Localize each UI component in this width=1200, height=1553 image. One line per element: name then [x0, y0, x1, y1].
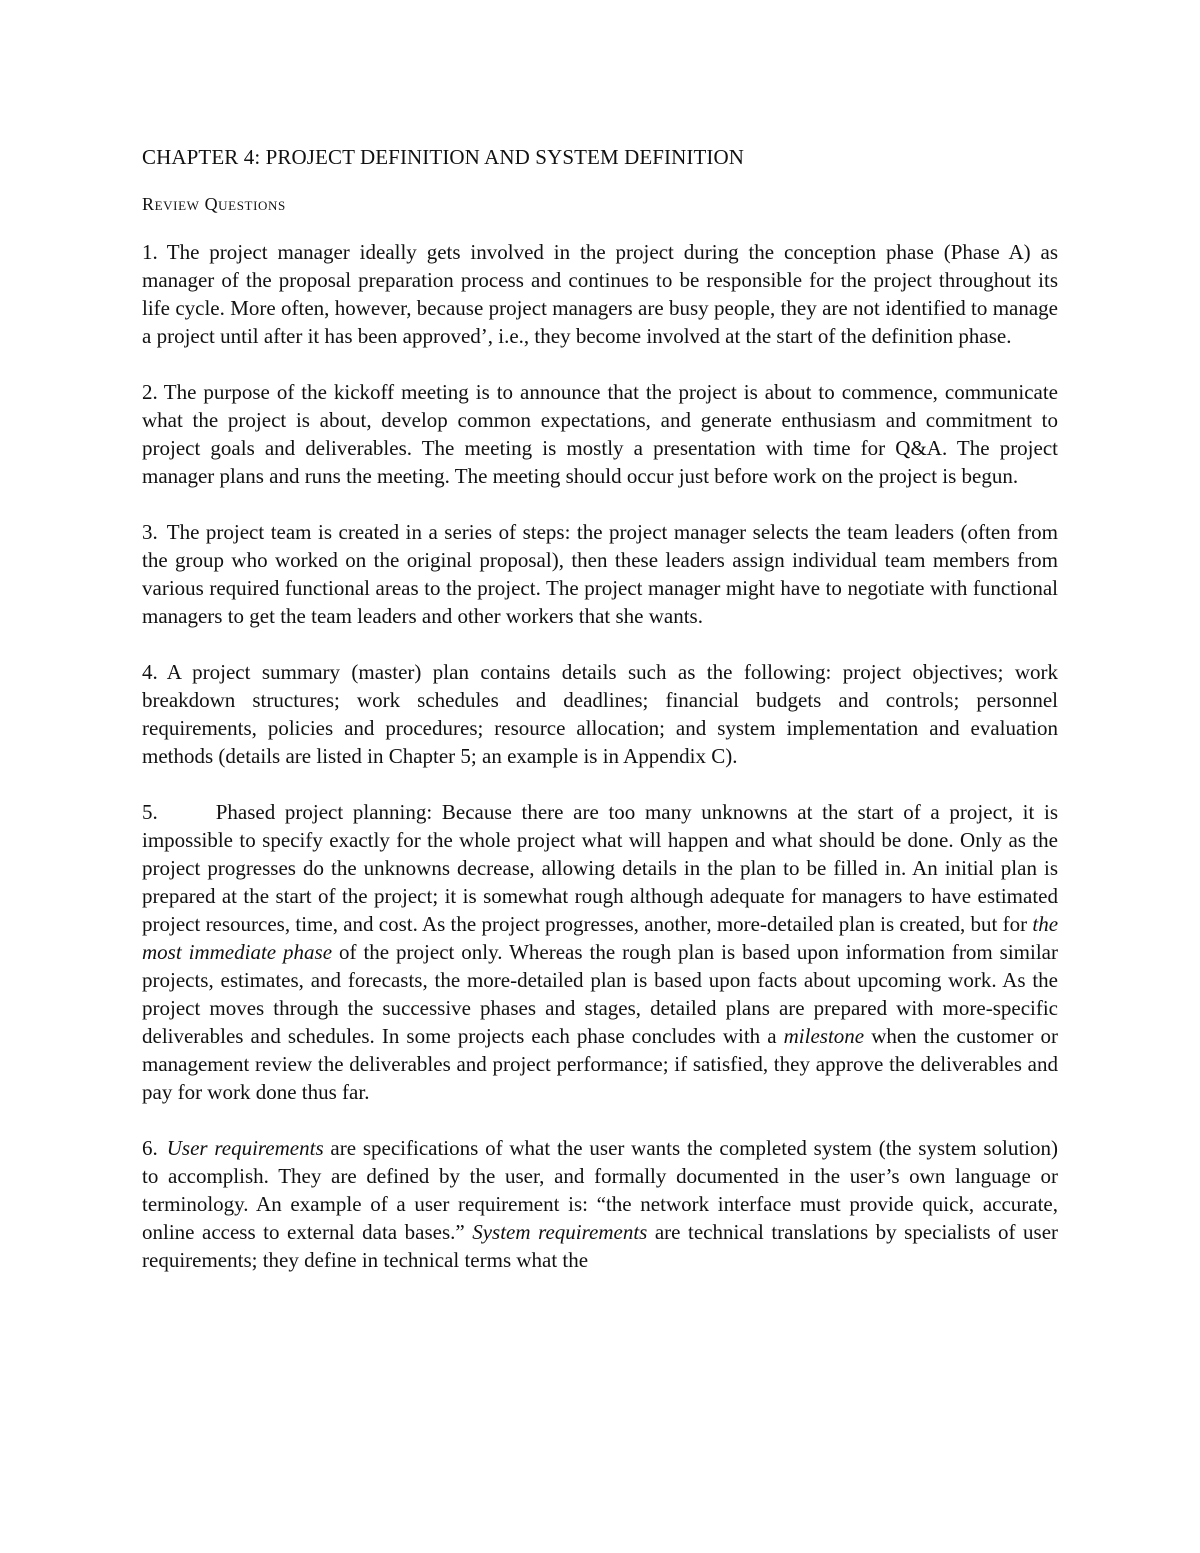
answer-number: 6.	[142, 1136, 158, 1160]
answer-3	[142, 518, 1058, 630]
answer-5	[142, 798, 1058, 1106]
answer-text: The purpose of the kickoff meeting is to announce that the project is about to commence, communicate what the project is about, develop common expectations, and generate enthusiasm and commitment to project goals and deliverables. The meeting is mostly a presentation with time for Q&A. The project manager plans and runs the meeting. The meeting should occur just before work on the project is begun.	[142, 380, 1058, 488]
answer-text: A project summary (master) plan contains details such as the following: project objectives; work breakdown structures; work schedules and deadlines; financial budgets and controls; personnel requirements, policies and procedures; resource allocation; and system implementation and evaluation methods (details are listed in Chapter 5; an example is in Appendix C).	[142, 660, 1058, 768]
answer-emphasis: the most immediate phase	[142, 912, 1059, 964]
answer-text-part: Phased project planning: Because there are too many unknowns at the start of a project, it is impossible to specify exactly for the whole project what will happen and what should be done. Only as the project progresses do the unknowns decrease, allowing details in the plan to be filled in. An initial plan is prepared at the start of the project; it is somewhat rough although adequate for managers to have estimated project resources, time, and cost. As the project progresses, another, more-detailed plan is created, but for	[142, 800, 1058, 936]
answer-number: 2.	[142, 380, 158, 404]
answer-text-part: of the project only. Whereas the rough plan is based upon information from similar projects, estimates, and forecasts, the more-detailed plan is based upon facts about upcoming work. As the project moves through the successive phases and stages, detailed plans are prepared with more-specific deliverables and schedules. In some projects each phase concludes with a	[142, 940, 1058, 1048]
answer-number: 1.	[142, 240, 158, 264]
answer-1	[142, 238, 1058, 350]
answer-text-part: are specifications of what the user wants the completed system (the system solution) to accomplish. They are defined by the user, and formally documented in the user’s own language or terminology. An example of a user requirement is: “the network interface must provide quick, accurate, online access to external data bases.”	[142, 1136, 1059, 1244]
answer-number: 5.	[142, 800, 158, 824]
answer-text: The project team is created in a series of steps: the project manager selects the team leaders (often from the group who worked on the original proposal), then these leaders assign individual team members from various required functional areas to the project. The project manager might have to negotiate with functional managers to get the team leaders and other workers that she wants.	[142, 520, 1058, 628]
chapter-title: CHAPTER 4: PROJECT DEFINITION AND SYSTEM DEFINITION	[142, 145, 745, 169]
answer-emphasis: milestone	[783, 1024, 865, 1048]
answer-2	[142, 378, 1058, 490]
answer-number: 3.	[142, 520, 158, 544]
answer-emphasis: System requirements	[472, 1220, 648, 1244]
answer-4	[142, 658, 1058, 770]
section-heading: Review Questions	[142, 194, 286, 214]
answer-text-part: are technical translations by specialists of user requirements; they define in technical terms what the	[142, 1220, 1059, 1272]
answer-number: 4.	[142, 660, 158, 684]
page-content	[142, 142, 1058, 1302]
answer-6	[142, 1134, 1058, 1274]
answer-text: The project manager ideally gets involved in the project during the conception phase (Phase A) as manager of the proposal preparation process and continues to be responsible for the project throughout its life cycle. More often, however, because project managers are busy people, they are not identified to manage a project until after it has been approved’, i.e., they become involved at the start of the definition phase.	[142, 240, 1058, 348]
answer-text-part: when the customer or management review the deliverables and project performance; if satisfied, they approve the deliverables and pay for work done thus far.	[142, 1024, 1059, 1104]
answer-emphasis: User requirements	[166, 1136, 324, 1160]
